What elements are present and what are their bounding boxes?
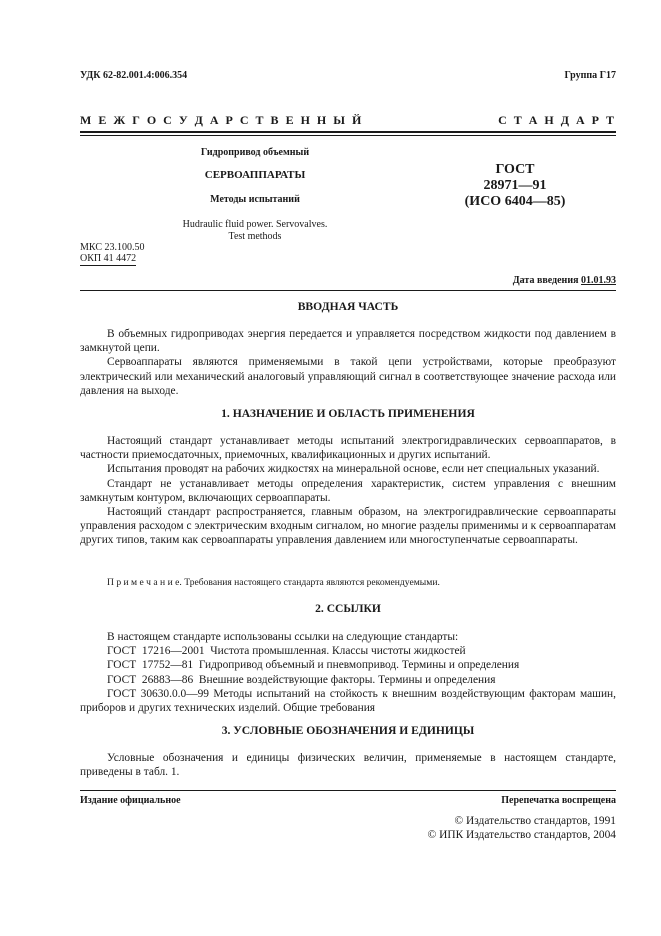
intro-text — [80, 327, 616, 398]
references-intro: В настоящем стандарте использованы ссылки на следующие стандарты: — [107, 631, 459, 643]
section-1-heading: 1. НАЗНАЧЕНИЕ И ОБЛАСТЬ ПРИМЕНЕНИЯ — [221, 407, 475, 420]
banner-left: М Е Ж Г О С У Д А Р С Т В Е Н Н Ы Й — [80, 113, 364, 127]
reference-item: ГОСТ 17752—81 Гидропривод объемный и пневмопривод. Термины и определения — [107, 659, 520, 672]
udk-code: УДК 62-82.001.4:006.354 — [80, 70, 188, 81]
document-title: СЕРВОАППАРАТЫ — [204, 169, 306, 181]
reference-item: ГОСТ 26883—86 Внешние воздействующие факторы. Термины и определения — [107, 673, 496, 686]
intro-paragraph-2: Сервоаппараты являются применяемыми в такой цепи устройствами, которые преобразуют электрический или механический аналоговый управляющий сигнал в соответствующее значение расхода или давления на выходе. — [80, 356, 616, 397]
note-text: Требования настоящего стандарта являются рекомендуемыми. — [184, 577, 440, 588]
banner-rule-bottom — [80, 135, 616, 136]
reprint-notice: Перепечатка воспрещена — [501, 795, 616, 806]
section-1-paragraph-2: Испытания проводят на рабочих жидкостях на минеральной основе, если нет специальных указаний. — [107, 463, 600, 476]
subject-line: Гидропривод объемный — [200, 147, 310, 158]
section-1-paragraph-1: Настоящий стандарт устанавливает методы испытаний электрогидравлических сервоаппаратов, в частности приемосдаточных, приемочных, квалификационных и других испытаний. — [80, 435, 616, 462]
section-3-heading: 3. УСЛОВНЫЕ ОБОЗНАЧЕНИЯ И ЕДИНИЦЫ — [221, 724, 475, 737]
intro-paragraph-1: В объемных гидроприводах энергия передается и управляется посредством жидкости под давлением в замкнутой цепи. — [80, 328, 616, 355]
document-subtitle: Методы испытаний — [210, 194, 300, 205]
copyright-2004: © ИПК Издательство стандартов, 2004 — [427, 829, 616, 841]
introduction-date-label: Дата введения — [512, 275, 579, 286]
group-code: Группа Г17 — [564, 70, 616, 81]
note-label: П р и м е ч а н и е. — [107, 577, 182, 588]
section-2-heading: 2. ССЫЛКИ — [315, 602, 381, 615]
reference-item: ГОСТ 30630.0.0—99 Методы испытаний на стойкость к внешним воздействующим факторам машин, приборов и других технических изделий. Общие требования — [80, 687, 616, 715]
intro-heading: ВВОДНАЯ ЧАСТЬ — [297, 300, 399, 313]
iso-number: (ИСО 6404—85) — [464, 194, 566, 209]
english-title-line2: Test methods — [228, 231, 282, 242]
section-3-text — [80, 751, 616, 779]
section-2-text — [80, 630, 616, 715]
section-1-paragraph-4: Настоящий стандарт распространяется, главным образом, на электрогидравлические сервоаппараты управления расходом с электрическим входным сигналом, но многие разделы применимы и к сервоаппаратам других типов, таким как сервоаппараты управления давлением или многоступенчатые сервоаппараты. — [80, 506, 616, 547]
gost-number: 28971—91 — [483, 178, 547, 193]
note — [80, 577, 616, 588]
okp-code: ОКП 41 4472 — [80, 253, 137, 264]
footer-rule — [80, 790, 616, 791]
official-edition: Издание официальное — [80, 795, 181, 806]
english-title-line1: Hudraulic fluid power. Servovalves. — [182, 219, 328, 230]
introduction-date — [513, 275, 616, 286]
introduction-date-value: 01.01.93 — [581, 275, 616, 286]
date-rule — [80, 290, 616, 291]
banner-rule-top — [80, 131, 616, 133]
reference-item: ГОСТ 17216—2001 Чистота промышленная. Классы чистоты жидкостей — [107, 645, 466, 658]
mks-code: МКС 23.100.50 — [80, 242, 145, 253]
banner-right: С Т А Н Д А Р Т — [498, 113, 616, 127]
gost-label: ГОСТ — [495, 162, 535, 177]
section-1-paragraph-3: Стандарт не устанавливает методы определения характеристик, систем управления с внешним замкнутым контуром, включающих сервоаппараты. — [80, 477, 616, 504]
section-1-text — [80, 434, 616, 548]
section-3-paragraph-1: Условные обозначения и единицы физических величин, применяемые в настоящем стандарте, приведены в табл. 1. — [80, 752, 616, 779]
copyright-1991: © Издательство стандартов, 1991 — [454, 815, 616, 827]
